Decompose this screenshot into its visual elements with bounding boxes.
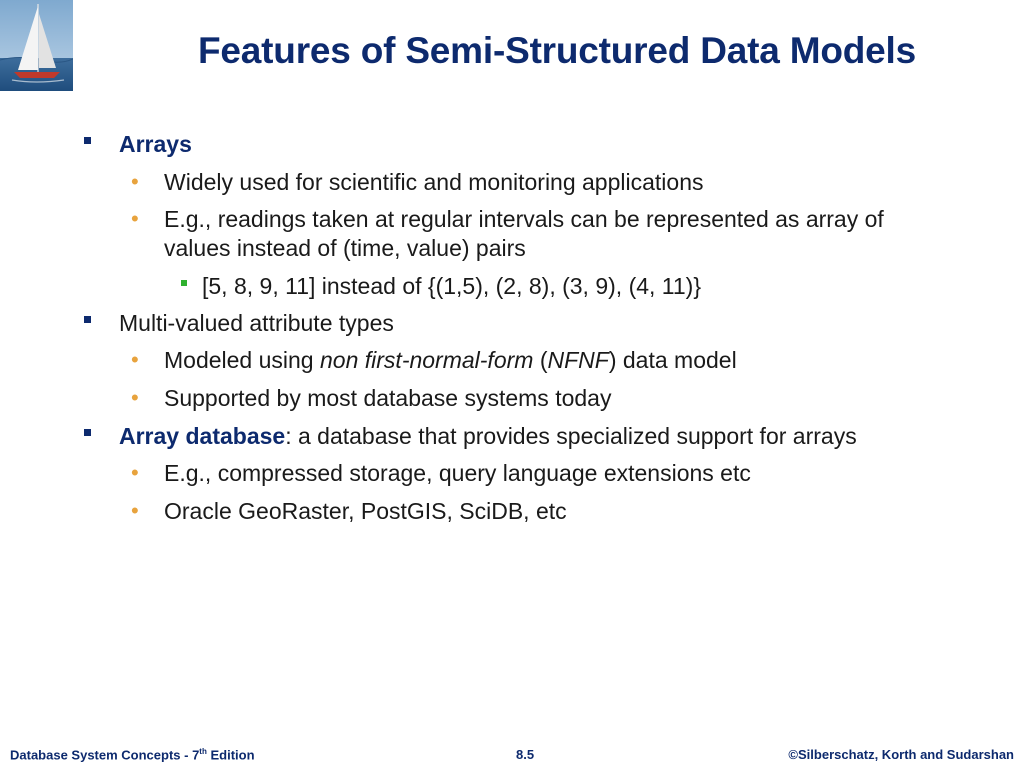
bullet-compressed-storage: E.g., compressed storage, query language extensions etc: [164, 460, 751, 486]
array-database-definition: : a database that provides specialized support for arrays: [285, 423, 857, 449]
modeled-pre-text: Modeled using: [164, 347, 320, 373]
square-bullet-icon: [84, 429, 91, 436]
bullet-widely-used: Widely used for scientific and monitoring applications: [164, 169, 704, 195]
square-bullet-icon: [84, 137, 91, 144]
bullet-supported: Supported by most database systems today: [164, 385, 612, 411]
dot-bullet-icon: •: [131, 206, 139, 231]
green-square-bullet-icon: [181, 280, 187, 286]
footer-title-suffix: Edition: [206, 747, 255, 762]
footer-page-number: 8.5: [516, 747, 535, 762]
nfnf-term: non first-normal-form: [320, 347, 534, 373]
dot-bullet-icon: •: [131, 498, 139, 523]
nfnf-abbrev: NFNF: [547, 347, 609, 373]
bullet-arrays: Arrays: [119, 131, 192, 157]
dot-bullet-icon: •: [131, 347, 139, 372]
footer-book-title: [10, 747, 255, 762]
bullet-array-example: [5, 8, 9, 11] instead of {(1,5), (2, 8), (3, 9), (4, 11)}: [202, 273, 702, 299]
bullet-multi-valued: Multi-valued attribute types: [119, 310, 394, 336]
dot-bullet-icon: •: [131, 460, 139, 485]
dot-bullet-icon: •: [131, 385, 139, 410]
bullet-readings-line1: E.g., readings taken at regular intervals can be represented as array of: [164, 206, 884, 232]
modeled-mid-text: (: [533, 347, 548, 373]
array-database-term: Array database: [119, 423, 286, 449]
dot-bullet-icon: •: [131, 169, 139, 194]
square-bullet-icon: [84, 316, 91, 323]
bullet-oracle-examples: Oracle GeoRaster, PostGIS, SciDB, etc: [164, 498, 567, 524]
bullet-modeled-using: [164, 347, 737, 374]
slide-title: Features of Semi-Structured Data Models: [198, 30, 916, 71]
footer-title-sup: th: [199, 746, 207, 756]
footer-title-prefix: Database System Concepts - 7: [10, 747, 200, 762]
footer-copyright: ©Silberschatz, Korth and Sudarshan: [788, 747, 1014, 762]
bullet-array-database: [119, 423, 857, 450]
modeled-post-text: ) data model: [608, 347, 737, 373]
bullet-readings-line2: values instead of (time, value) pairs: [164, 235, 526, 261]
